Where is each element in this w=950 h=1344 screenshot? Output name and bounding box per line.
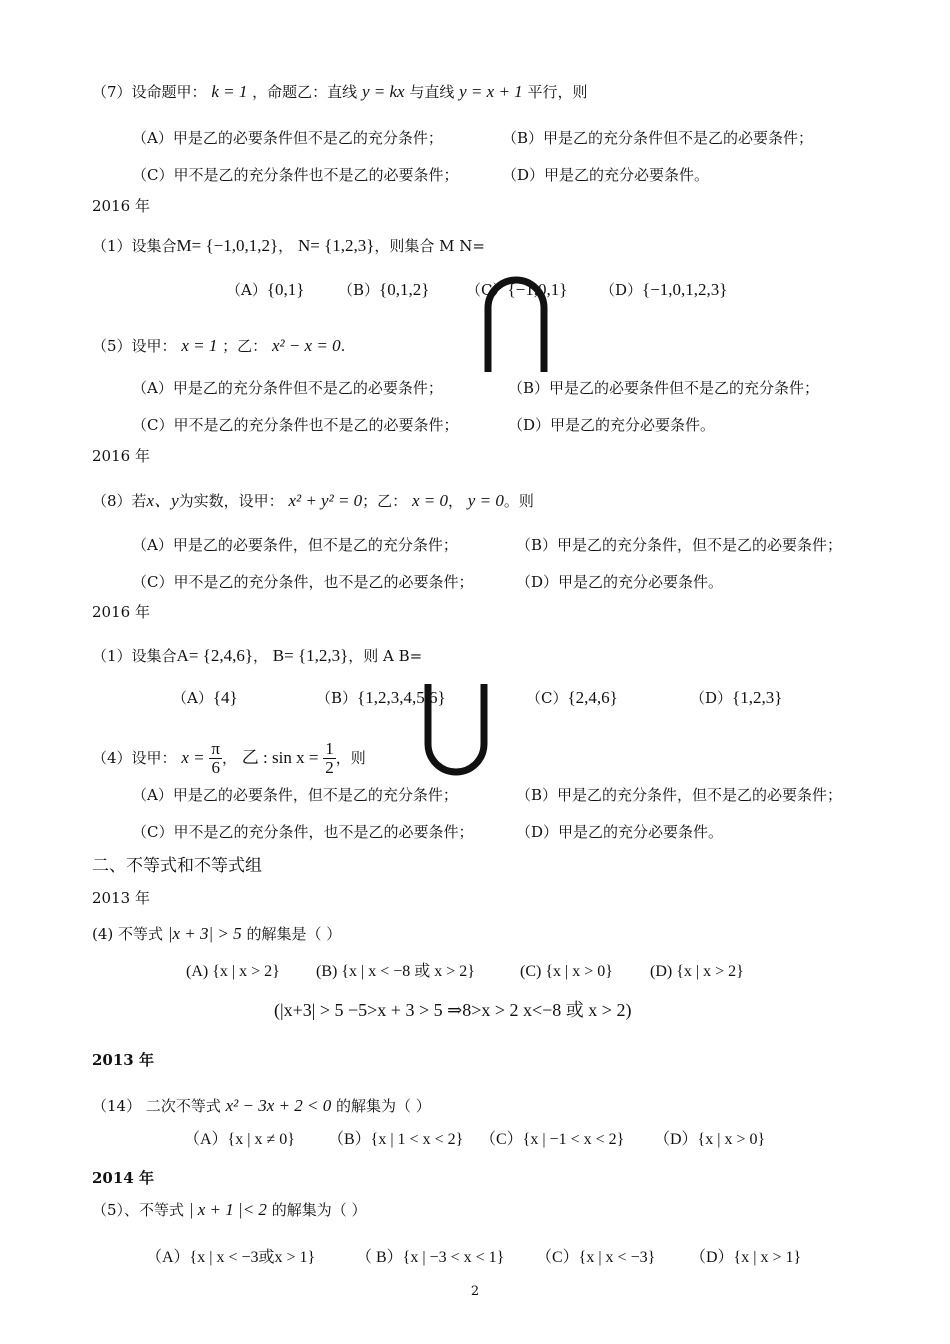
section-title: 二、不等式和不等式组 bbox=[92, 856, 262, 876]
year-heading: 2013 年 bbox=[92, 889, 150, 907]
option-b bbox=[338, 280, 429, 300]
option-label: （B） bbox=[338, 281, 380, 299]
question-stem: ；乙： bbox=[362, 492, 408, 510]
option-b: （B）甲是乙的充分条件，但不是乙的必要条件； bbox=[516, 786, 843, 804]
question-7 bbox=[92, 82, 587, 102]
set-m: M= {−1,0,1,2} bbox=[176, 236, 279, 255]
question-stem: （4）设甲： bbox=[92, 749, 177, 767]
option-b: (B) {x | x < −8 或 x > 2} bbox=[316, 963, 475, 980]
question-stem: （5）设甲： bbox=[92, 337, 177, 355]
question-stem: ；乙： bbox=[222, 337, 268, 355]
option-c: （C）{x | −1 < x < 2} bbox=[480, 1131, 625, 1148]
denominator: 6 bbox=[211, 757, 220, 777]
question-stem: ，则 bbox=[335, 749, 366, 767]
math-expression: x = 0 bbox=[411, 491, 448, 510]
union-symbol bbox=[418, 680, 498, 782]
question-stem: ，则集合 M N= bbox=[374, 237, 485, 255]
math-expression: y = kx bbox=[361, 82, 405, 101]
numerator: 1 bbox=[325, 738, 334, 758]
option-a bbox=[226, 280, 304, 300]
fraction-one-half bbox=[323, 740, 336, 777]
option-a: （A）甲是乙的必要条件，但不是乙的充分条件； bbox=[132, 786, 458, 804]
intersection-symbol bbox=[478, 268, 558, 376]
option-d: （D）甲是乙的充分必要条件。 bbox=[508, 416, 716, 434]
option-a: （A）{x | x ≠ 0} bbox=[184, 1131, 295, 1148]
option-label: （C） bbox=[526, 689, 568, 707]
option-d bbox=[690, 688, 782, 708]
set-b: B= {1,2,3} bbox=[272, 646, 349, 665]
set-n: N= {1,2,3} bbox=[297, 236, 375, 255]
question-stem: （1）设集合 bbox=[92, 237, 177, 255]
option-label: （C） bbox=[466, 281, 508, 299]
option-value: {1,2,3,4,5,6} bbox=[357, 688, 446, 707]
year-heading: 2014 年 bbox=[92, 1169, 154, 1187]
punctuation: ， bbox=[221, 749, 237, 767]
option-b: （B）甲是乙的充分条件但不是乙的必要条件； bbox=[502, 129, 814, 147]
option-a: （A）甲是乙的必要条件但不是乙的充分条件； bbox=[132, 129, 443, 147]
option-c: （C）甲不是乙的充分条件，也不是乙的必要条件； bbox=[132, 573, 474, 591]
math-expression: x² − 3x + 2 < 0 bbox=[225, 1096, 332, 1115]
punctuation: ， bbox=[448, 492, 464, 510]
question-stem: （1）设集合 bbox=[92, 647, 177, 665]
math-expression: k = 1 bbox=[211, 82, 248, 101]
numerator: π bbox=[211, 738, 220, 758]
set-a: A= {2,4,6} bbox=[176, 646, 253, 665]
option-value: {−1,0,1,2,3} bbox=[642, 280, 728, 299]
question-4-inequality bbox=[92, 924, 341, 944]
option-c: （C）甲不是乙的充分条件，也不是乙的必要条件； bbox=[132, 823, 474, 841]
question-stem: 的解集为（ ） bbox=[336, 1097, 431, 1115]
option-a: (A) {x | x > 2} bbox=[186, 963, 280, 980]
solution-note: (|x+3| > 5 −5>x + 3 > 5 ⇒8>x > 2 x<−8 或 x > 2) bbox=[274, 1000, 632, 1020]
math-expression: x、y bbox=[146, 491, 179, 510]
option-value: {4} bbox=[212, 688, 238, 707]
page-number: 2 bbox=[470, 1284, 480, 1299]
option-value: {1,2,3} bbox=[732, 688, 783, 707]
question-stem: （5）、不等式 bbox=[92, 1201, 185, 1219]
option-d: （D）{x | x > 0} bbox=[654, 1131, 766, 1148]
question-8 bbox=[92, 491, 534, 511]
option-value: {2,4,6} bbox=[567, 688, 618, 707]
question-stem: 为实数，设甲： bbox=[178, 492, 284, 510]
option-value: {0,1} bbox=[266, 280, 305, 299]
denominator: 2 bbox=[325, 757, 334, 777]
option-label: （A） bbox=[226, 281, 267, 299]
year-heading: 2016 年 bbox=[92, 197, 150, 215]
option-value: {0,1,2} bbox=[379, 280, 430, 299]
question-stem: 与直线 bbox=[409, 83, 455, 101]
math-expression: 乙 : sin x = bbox=[241, 748, 319, 767]
math-expression: x² + y² = 0 bbox=[288, 491, 363, 510]
option-b: （ B）{x | −3 < x < 1} bbox=[356, 1249, 505, 1266]
separator: ， bbox=[278, 237, 294, 255]
fraction-pi-over-6 bbox=[209, 740, 222, 777]
question-4 bbox=[92, 736, 366, 778]
option-c bbox=[526, 688, 618, 708]
option-label: （B） bbox=[316, 689, 358, 707]
question-stem: (4) 不等式 bbox=[92, 925, 164, 943]
question-5 bbox=[92, 336, 345, 356]
option-value: {−1,0,1} bbox=[507, 280, 568, 299]
math-expression: |x + 3| > 5 bbox=[167, 924, 242, 943]
question-stem: ，则 A B= bbox=[348, 647, 423, 665]
question-stem: 的解集是（ ） bbox=[246, 925, 342, 943]
question-stem: （7）设命题甲： bbox=[92, 83, 207, 101]
option-a: （A）甲是乙的充分条件但不是乙的必要条件； bbox=[132, 379, 443, 397]
option-a: （A）{x | x < −3或x > 1} bbox=[146, 1249, 316, 1266]
option-b: （B）甲是乙的充分条件，但不是乙的必要条件； bbox=[516, 536, 843, 554]
math-expression: y = 0 bbox=[467, 491, 504, 510]
question-stem: （14） 二次不等式 bbox=[92, 1097, 221, 1115]
option-d bbox=[600, 280, 727, 300]
question-5-inequality bbox=[92, 1200, 366, 1220]
option-c: （C）甲不是乙的充分条件也不是乙的必要条件； bbox=[132, 416, 459, 434]
option-b: （B）甲是乙的必要条件但不是乙的充分条件； bbox=[508, 379, 820, 397]
option-label: （D） bbox=[600, 281, 643, 299]
question-stem: 。则 bbox=[503, 492, 534, 510]
punctuation: . bbox=[340, 337, 346, 355]
option-a: （A）甲是乙的必要条件，但不是乙的充分条件； bbox=[132, 536, 458, 554]
question-1-union bbox=[92, 646, 422, 666]
option-d: （D）{x | x > 1} bbox=[690, 1249, 802, 1266]
option-label: （A） bbox=[172, 689, 213, 707]
option-b: （B）{x | 1 < x < 2} bbox=[328, 1131, 464, 1148]
question-stem: （8）若 bbox=[92, 492, 147, 510]
year-heading: 2016 年 bbox=[92, 603, 150, 621]
math-expression: y = x + 1 bbox=[459, 82, 523, 101]
question-stem: ，命题乙：直线 bbox=[252, 83, 358, 101]
option-c: (C) {x | x > 0} bbox=[520, 963, 613, 980]
math-expression: x² − x = 0 bbox=[271, 336, 341, 355]
option-d: （D）甲是乙的充分必要条件。 bbox=[502, 166, 710, 184]
question-14 bbox=[92, 1096, 431, 1116]
option-label: （D） bbox=[690, 689, 733, 707]
option-d: (D) {x | x > 2} bbox=[650, 963, 744, 980]
math-expression: x = 1 bbox=[181, 336, 218, 355]
option-c: （C）{x | x < −3} bbox=[536, 1249, 656, 1266]
question-stem: 平行，则 bbox=[527, 83, 588, 101]
question-stem: 的解集为（ ） bbox=[271, 1201, 367, 1219]
year-heading: 2016 年 bbox=[92, 447, 150, 465]
year-heading: 2013 年 bbox=[92, 1051, 154, 1069]
option-a bbox=[172, 688, 238, 708]
option-d: （D）甲是乙的充分必要条件。 bbox=[516, 573, 724, 591]
math-expression: | x + 1 |< 2 bbox=[188, 1200, 267, 1219]
question-1-intersection bbox=[92, 236, 485, 256]
option-d: （D）甲是乙的充分必要条件。 bbox=[516, 823, 724, 841]
separator: ， bbox=[252, 647, 268, 665]
option-c: （C）甲不是乙的充分条件也不是乙的必要条件； bbox=[132, 166, 459, 184]
math-expression: x = bbox=[181, 748, 205, 767]
